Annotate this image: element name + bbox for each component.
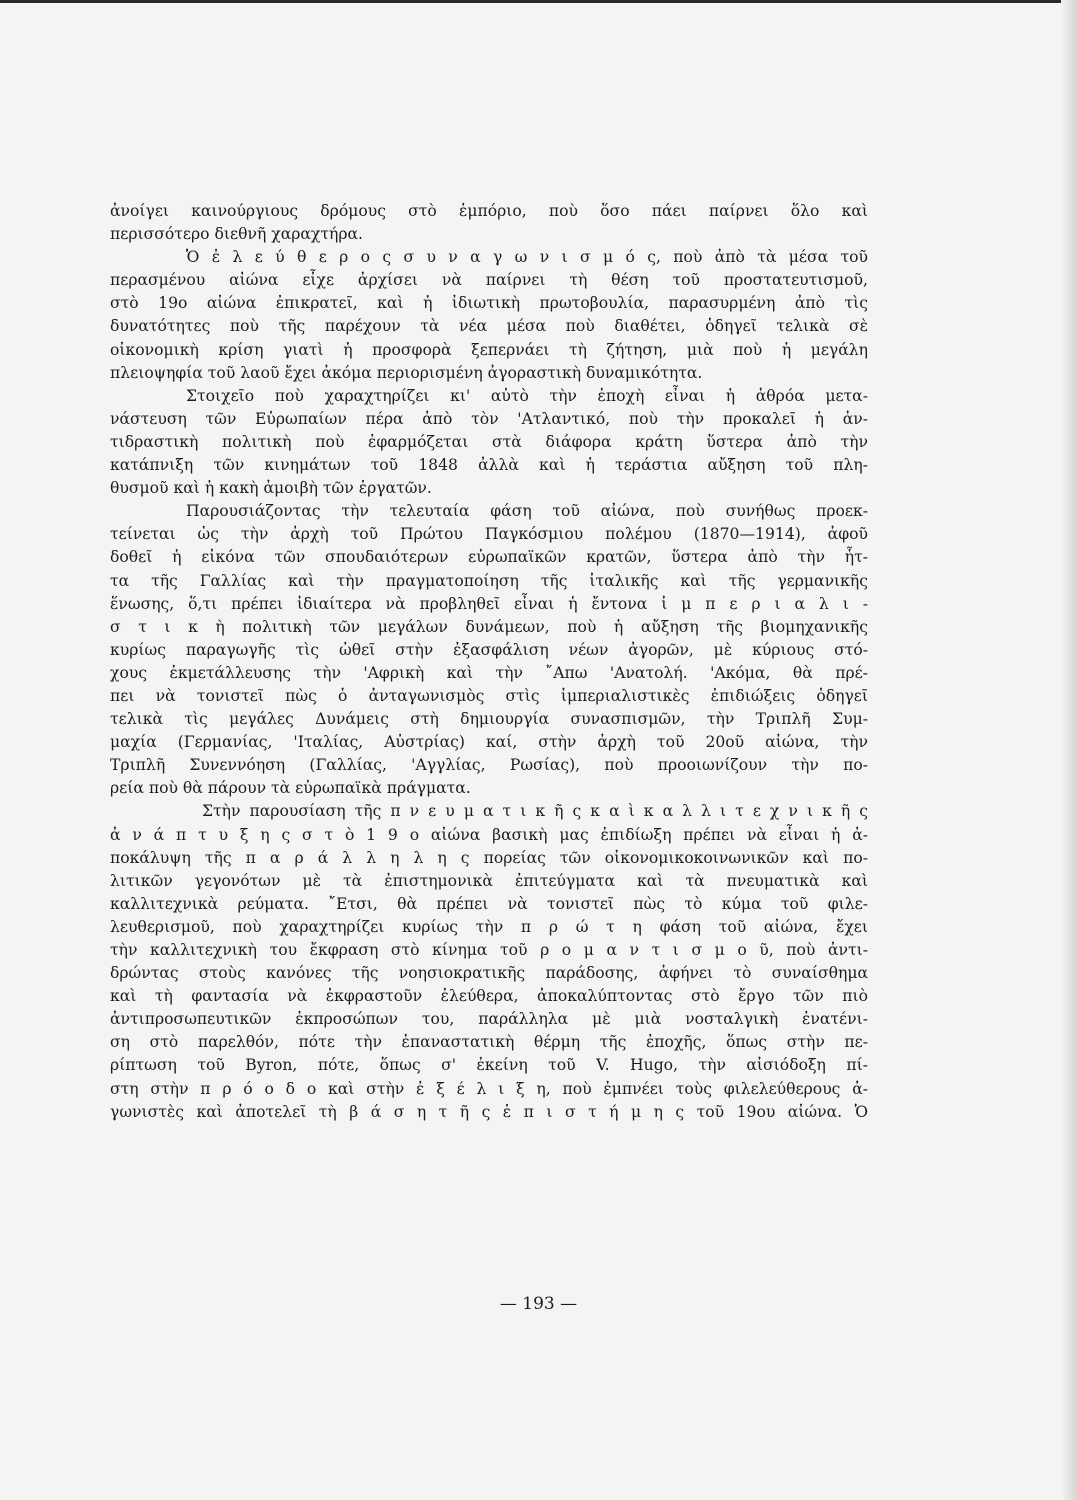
text-line: ἀντιπροσωπευτικῶν ἐκπροσώπων του, παράλληλα μὲ μιὰ νοσταλγικὴ ἐνατένι- — [110, 1010, 868, 1029]
text-line: καλλιτεχνικὰ ρεύματα. ῎Ετσι, θὰ πρέπει νὰ τονιστεῖ πὼς τὸ κύμα τοῦ φιλε- — [110, 894, 868, 913]
text-line: Τριπλῆ Συνεννόηση (Γαλλίας, 'Αγγλίας, Ρωσίας), ποὺ προοιωνίζουν τὴν πο- — [110, 756, 868, 775]
text-line: οἰκονομικὴ κρίση γιατὶ ἡ προσφορὰ ξεπερνάει τὴ ζήτηση, μιὰ ποὺ ἡ μεγάλη — [110, 340, 868, 359]
text-line: καὶ τὴ φαντασία νὰ ἐκφραστοῦν ἐλεύθερα, ἀποκαλύπτοντας στὸ ἔργο τῶν πιὸ — [110, 987, 868, 1006]
text-line: δοθεῖ ἡ εἰκόνα τῶν σπουδαιότερων εὐρωπαϊκῶν κρατῶν, ὕστερα ἀπὸ τὴν ἧτ- — [110, 548, 868, 567]
text-line: πλειοψηφία τοῦ λαοῦ ἔχει ἀκόμα περιορισμένη ἀγοραστικὴ δυναμικότητα. — [110, 363, 703, 382]
body-text — [110, 200, 868, 1124]
text-line: ἀνοίγει καινούργιους δρόμους στὸ ἐμπόριο, ποὺ ὅσο πάει παίρνει ὅλο καὶ — [110, 202, 868, 220]
text-line: τείνεται ὡς τὴν ἀρχὴ τοῦ Πρώτου Παγκόσμιου πολέμου (1870—1914), ἀφοῦ — [110, 525, 868, 544]
text-line: Παρουσιάζοντας τὴν τελευταία φάση τοῦ αἰώνα, ποὺ συνήθως προεκ- — [186, 502, 868, 521]
text-line: στὸ 19ο αἰώνα ἐπικρατεῖ, καὶ ἡ ἰδιωτικὴ πρωτοβουλία, παρασυρμένη ἀπὸ τὶς — [110, 294, 868, 313]
text-line: θυσμοῦ καὶ ἡ κακὴ ἀμοιβὴ τῶν ἐργατῶν. — [110, 479, 432, 498]
text-line: Στοιχεῖο ποὺ χαραχτηρίζει κι' αὐτὸ τὴν ἐποχὴ εἶναι ἡ ἀθρόα μετα- — [186, 386, 868, 405]
text-line: περασμένου αἰώνα εἶχε ἀρχίσει νὰ παίρνει τὴ θέση τοῦ προστατευτισμοῦ, — [110, 271, 868, 290]
text-line: ρεία ποὺ θὰ πάρουν τὰ εὐρωπαϊκὰ πράγματα. — [110, 779, 471, 798]
text-line: λιτικῶν γεγονότων μὲ τὰ ἐπιστημονικὰ ἐπιτεύγματα καὶ τὰ πνευματικὰ καὶ — [110, 871, 868, 890]
page-number: — 193 — — [499, 1294, 578, 1314]
text-line: ἀ ν ά π τ υ ξ η ς σ τ ὸ 1 9 ο αἰώνα βασικὴ μας ἐπιδίωξη πρέπει νὰ εἶναι ἡ ἀ- — [110, 825, 868, 844]
text-line: λευθερισμοῦ, ποὺ χαραχτηρίζει κυρίως τὴν π ρ ώ τ η φάση τοῦ αἰώνα, ἔχει — [110, 917, 868, 936]
text-line: σ τ ι κ ὴ πολιτικὴ τῶν μεγάλων δυνάμεων, ποὺ ἡ αὔξηση τῆς βιομηχανικῆς — [110, 617, 868, 636]
text-line: ση στὸ παρελθόν, πότε τὴν ἐπαναστατικὴ θέρμη τῆς ἐποχῆς, ὅπως στὴν πε- — [110, 1033, 868, 1052]
text-line: τα τῆς Γαλλίας καὶ τὴν πραγματοποίηση τῆς ἰταλικῆς καὶ τῆς γερμανικῆς — [110, 571, 868, 590]
text-line: Στὴν παρουσίαση τῆς π ν ε υ μ α τ ι κ ῆ ς κ α ὶ κ α λ λ ι τ ε χ ν ι κ ῆ ς — [202, 802, 868, 821]
text-line: τὴν καλλιτεχνικὴ του ἔκφραση στὸ κίνημα τοῦ ρ ο μ α ν τ ι σ μ ο ῦ, ποὺ ἀντι- — [110, 941, 868, 959]
text-line: χους ἐκμετάλλευσης τὴν 'Αφρικὴ καὶ τὴν ῎Απω 'Ανατολή. 'Ακόμα, θὰ πρέ- — [110, 663, 868, 682]
text-line: δυνατότητες ποὺ τῆς παρέχουν τὰ νέα μέσα ποὺ διαθέτει, ὁδηγεῖ τελικὰ σὲ — [110, 317, 868, 336]
text-line: τελικὰ τὶς μεγάλες Δυνάμεις στὴ δημιουργία συνασπισμῶν, τὴν Τριπλῆ Συμ- — [110, 710, 868, 729]
text-line: κυρίως παραγωγῆς τὶς ὠθεῖ στὴν ἐξασφάλιση νέων ἀγορῶν, μὲ κύριους στό- — [110, 640, 868, 659]
text-line: γωνιστὲς καὶ ἀποτελεῖ τὴ β ά σ η τ ῆ ς ἐ π ι σ τ ή μ η ς τοῦ 19ου αἰώνα. Ὁ — [110, 1102, 868, 1121]
text-line: τιδραστικὴ πολιτικὴ ποὺ ἐφαρμόζεται στὰ διάφορα κράτη ὕστερα ἀπὸ τὴν — [110, 432, 868, 451]
text-line: κατάπνιξη τῶν κινημάτων τοῦ 1848 ἀλλὰ καὶ ἡ τεράστια αὔξηση τοῦ πλη- — [110, 456, 868, 475]
text-line: στη στὴν π ρ ό ο δ ο καὶ στὴν ἐ ξ έ λ ι ξ η, ποὺ ἐμπνέει τοὺς φιλελεύθερους ἀ- — [110, 1079, 868, 1098]
text-line: ρίπτωση τοῦ Byron, πότε, ὅπως σ' ἐκείνη τοῦ V. Hugo, τὴν αἰσιόδοξη πί- — [110, 1056, 868, 1075]
scan-right-shadow — [1061, 0, 1077, 1500]
text-line: πει νὰ τονιστεῖ πὼς ὁ ἀνταγωνισμὸς στὶς ἰμπεριαλιστικὲς ἐπιδιώξεις ὁδηγεῖ — [110, 686, 868, 705]
text-line: ποκάλυψη τῆς π α ρ ά λ λ η λ η ς πορείας τῶν οἰκονομικοκοινωνικῶν καὶ πο- — [110, 848, 868, 867]
text-line: περισσότερο διεθνῆ χαραχτήρα. — [110, 225, 364, 244]
scan-top-edge — [0, 0, 1077, 3]
text-line: νάστευση τῶν Εὐρωπαίων πέρα ἀπὸ τὸν 'Ατλαντικό, ποὺ τὴν προκαλεῖ ἡ ἀν- — [110, 409, 868, 428]
text-line: δρώντας στοὺς κανόνες τῆς νοησιοκρατικῆς παράδοσης, ἀφήνει τὸ συναίσθημα — [110, 964, 868, 983]
text-line: ἕνωσης, ὅ,τι πρέπει ἰδιαίτερα νὰ προβληθεῖ εἶναι ἡ ἔντονα ἰ μ π ε ρ ι α λ ι - — [110, 594, 868, 613]
text-line: Ὁ ἐ λ ε ύ θ ε ρ ο ς σ υ ν α γ ω ν ι σ μ ό ς, ποὺ ἀπὸ τὰ μέσα τοῦ — [186, 248, 868, 267]
text-line: μαχία (Γερμανίας, 'Ιταλίας, Αὐστρίας) καί, στὴν ἀρχὴ τοῦ 20οῦ αἰώνα, τὴν — [110, 733, 868, 752]
